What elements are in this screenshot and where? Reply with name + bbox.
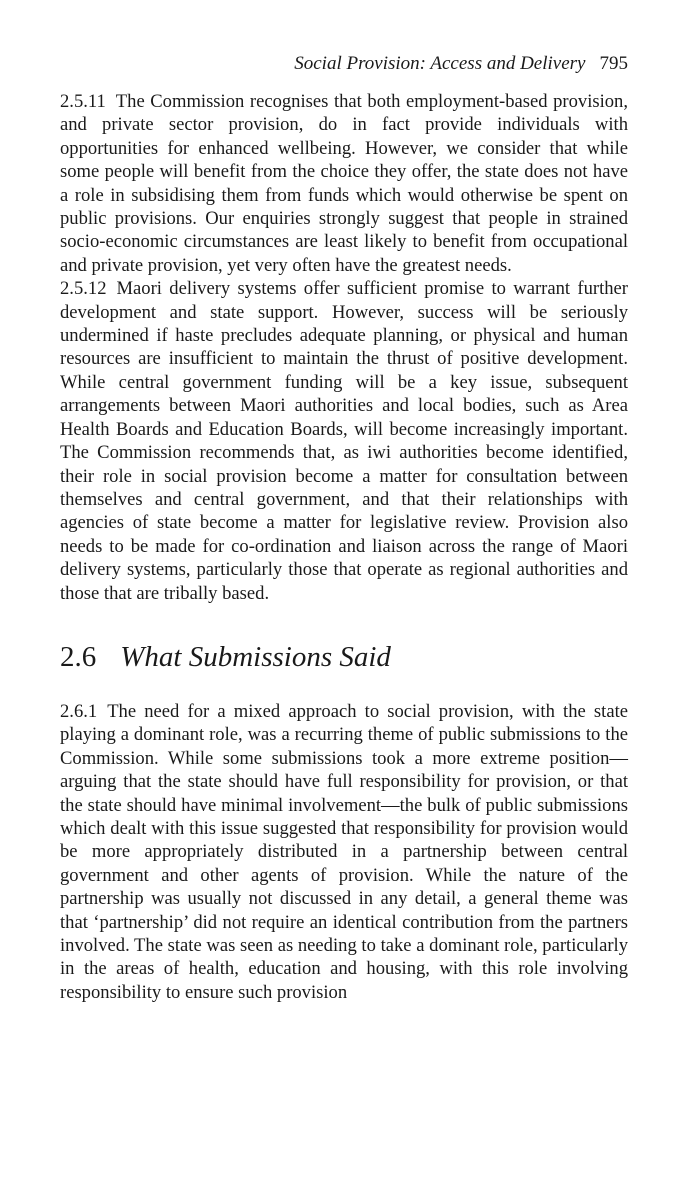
paragraph-2-5-12	[60, 277, 628, 605]
paragraph-number: 2.5.12	[60, 278, 107, 300]
section-heading	[60, 639, 628, 675]
document-page	[60, 52, 628, 1004]
paragraph-2-5-11	[60, 90, 628, 277]
paragraph-number: 2.5.11	[60, 91, 106, 112]
section-number: 2.6	[60, 640, 97, 673]
paragraph-text: Maori delivery systems offer sufficient promise to warrant further development and state support. However, success will be seriously undermined if haste precludes adequate planning, or physical and human resources are insufficient to maintain the thrust of positive development. While central government funding will be a key issue, subsequent arrangements between Maori authorities and local bodies, such as Area Health Boards and Education Boards, will become increasingly important. The Commission recommends that, as iwi authorities become identified, their role in social provision become a matter for consultation between themselves and central government, and that their relationships with agencies of state become a matter for legislative review. Provision also needs to be made for co-ordination and liaison across the range of Maori delivery systems, particularly those that operate as regional authorities and those that are tribally based.	[60, 278, 628, 604]
paragraph-text: The need for a mixed approach to social provision, with the state playing a dominant role, was a recurring theme of public submissions to the Commission. While some submissions took a more extreme position—arguing that the state should have full responsibility for provision, or that the state should have minimal involvement—the bulk of public submissions which dealt with this issue suggested that responsibility for provision would be more appropriately distributed in a partnership between central government and other agents of provision. While the nature of the partnership was usually not discussed in any detail, a general theme was that ‘partnership’ did not require an identical contribution from the partners involved. The state was seen as needing to take a dominant role, particularly in the areas of health, education and housing, with this role involving responsibility to ensure such provision	[60, 700, 628, 1003]
paragraph-number: 2.6.1	[60, 700, 98, 722]
paragraph-text: The Commission recognises that both employment-based provision, and private sector provision, do in fact provide individuals with opportunities for enhanced wellbeing. However, we consider that while some people will benefit from the choice they offer, the state does not have a role in subsidising them from funds which would otherwise be spent on public provisions. Our enquiries strongly suggest that people in strained socio-economic circumstances are least likely to benefit from occupational and private provision, yet very often have the greatest needs.	[60, 91, 628, 276]
running-head	[60, 52, 628, 76]
page-number: 795	[599, 53, 628, 74]
section-title: What Submissions Said	[120, 640, 391, 673]
paragraph-2-6-1	[60, 700, 628, 1004]
running-head-title: Social Provision: Access and Delivery	[294, 53, 586, 74]
